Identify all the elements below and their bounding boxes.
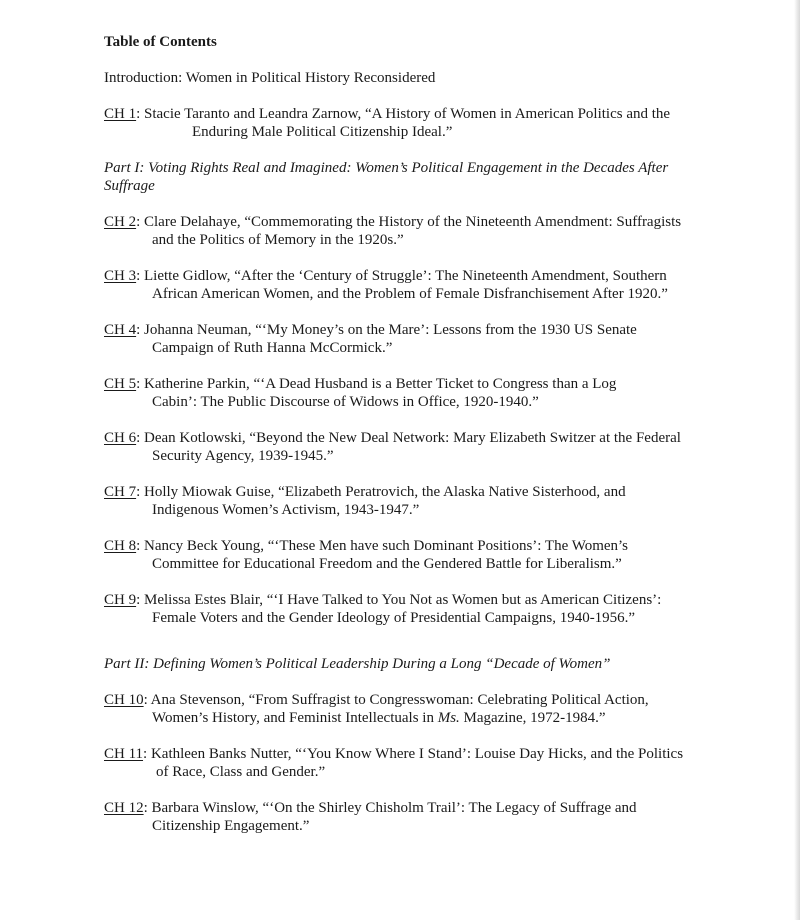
chapter-text: : Ana Stevenson, “From Suffragist to Congresswoman: Celebrating Political Action,: [143, 692, 649, 708]
magazine-title: Ms.: [437, 710, 460, 726]
chapter-text-cont: African American Women, and the Problem of Female Disfranchisement After 1920.”: [152, 286, 668, 302]
chapter-text: : Holly Miowak Guise, “Elizabeth Peratrovich, the Alaska Native Sisterhood, and: [136, 484, 626, 500]
chapter-label: CH 6: [104, 430, 137, 446]
chapter-text-cont: of Race, Class and Gender.”: [156, 764, 326, 780]
chapter-entry-2: [104, 213, 734, 249]
chapter-label: CH 1: [104, 106, 137, 122]
part-2-line1: Part II: Defining Women’s Political Leadership During a Long “Decade of Women”: [104, 656, 611, 672]
chapter-text: : Johanna Neuman, “‘My Money’s on the Mare’: Lessons from the 1930 US Senate: [136, 322, 637, 338]
chapter-text-cont: Citizenship Engagement.”: [152, 818, 310, 834]
chapter-text: : Clare Delahaye, “Commemorating the History of the Nineteenth Amendment: Suffragists: [136, 214, 682, 230]
chapter-text-cont: Security Agency, 1939-1945.”: [152, 448, 334, 464]
chapter-text-cont: Enduring Male Political Citizenship Ideal.”: [192, 124, 453, 140]
chapter-label: CH 10: [104, 692, 144, 708]
chapter-text: : Kathleen Banks Nutter, “‘You Know Where I Stand’: Louise Day Hicks, and the Politics: [143, 746, 684, 762]
chapter-label: CH 2: [104, 214, 137, 230]
chapter-entry-8: [104, 537, 734, 573]
chapter-text-cont: and the Politics of Memory in the 1920s.”: [152, 232, 404, 248]
chapter-entry-6: [104, 429, 734, 465]
part-1-line2: Suffrage: [104, 178, 155, 194]
chapter-text: : Nancy Beck Young, “‘These Men have such Dominant Positions’: The Women’s: [136, 538, 629, 554]
chapter-text-cont: Women’s History, and Feminist Intellectuals in: [152, 710, 438, 726]
chapter-entry-9: [104, 591, 734, 627]
chapter-entry-12: [104, 799, 734, 835]
chapter-entry-4: [104, 321, 734, 357]
chapter-entry-1: [104, 105, 734, 141]
chapter-text-cont: Indigenous Women’s Activism, 1943-1947.”: [152, 502, 420, 518]
chapter-text: : Melissa Estes Blair, “‘I Have Talked to You Not as Women but as American Citizens’:: [136, 592, 662, 608]
chapter-text-cont: Campaign of Ruth Hanna McCormick.”: [152, 340, 393, 356]
toc-title: Table of Contents: [104, 34, 217, 50]
chapter-label: CH 11: [104, 746, 144, 762]
chapter-text-cont: Cabin’: The Public Discourse of Widows in Office, 1920-1940.”: [152, 394, 539, 410]
chapter-text: : Liette Gidlow, “After the ‘Century of Struggle’: The Nineteenth Amendment, Southern: [136, 268, 667, 284]
chapter-entry-10: [104, 691, 734, 727]
part-1-heading: [104, 159, 734, 195]
page-edge-shadow: [794, 0, 800, 920]
chapter-label: CH 12: [104, 800, 144, 816]
chapter-text-cont: Committee for Educational Freedom and the Gendered Battle for Liberalism.”: [152, 556, 622, 572]
chapter-text-cont-end: Magazine, 1972-1984.”: [459, 710, 606, 726]
chapter-label: CH 8: [104, 538, 137, 554]
chapter-label: CH 4: [104, 322, 137, 338]
chapter-label: CH 7: [104, 484, 137, 500]
part-1-line1: Part I: Voting Rights Real and Imagined: Women’s Political Engagement in the Decades After: [104, 160, 669, 176]
chapter-entry-5: [104, 375, 734, 411]
chapter-text: : Katherine Parkin, “‘A Dead Husband is a Better Ticket to Congress than a Log: [136, 376, 617, 392]
part-2-heading: [104, 655, 734, 673]
chapter-text: : Barbara Winslow, “‘On the Shirley Chisholm Trail’: The Legacy of Suffrage and: [143, 800, 637, 816]
chapter-label: CH 3: [104, 268, 137, 284]
chapter-entry-3: [104, 267, 734, 303]
chapter-text: : Stacie Taranto and Leandra Zarnow, “A History of Women in American Politics and the: [136, 106, 671, 122]
table-of-contents: [104, 33, 734, 835]
introduction-entry: Introduction: Women in Political History Reconsidered: [104, 70, 436, 86]
chapter-label: CH 9: [104, 592, 137, 608]
chapter-text: : Dean Kotlowski, “Beyond the New Deal Network: Mary Elizabeth Switzer at the Federal: [136, 430, 681, 446]
chapter-entry-7: [104, 483, 734, 519]
chapter-text-cont: Female Voters and the Gender Ideology of Presidential Campaigns, 1940-1956.”: [152, 610, 636, 626]
chapter-entry-11: [104, 745, 734, 781]
chapter-label: CH 5: [104, 376, 137, 392]
